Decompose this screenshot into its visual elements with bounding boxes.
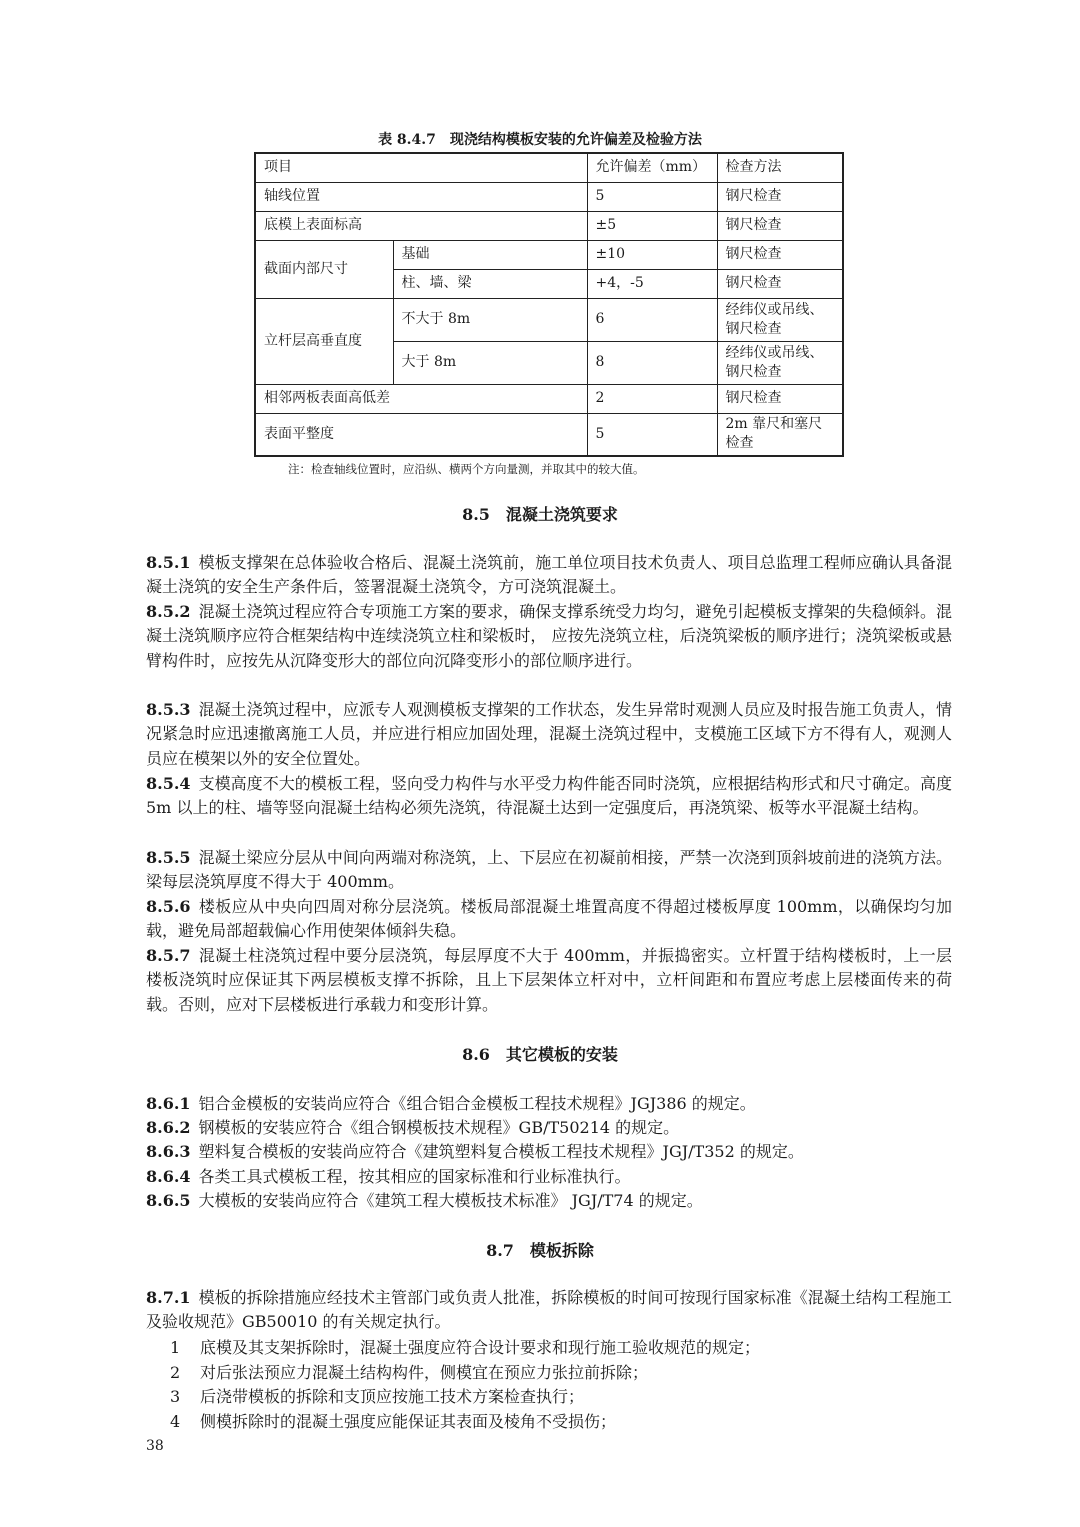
clause-number: 8.5.4: [146, 774, 191, 793]
table-row: [255, 211, 843, 240]
clause-8-7-1: [146, 1286, 952, 1335]
row-subitem: 大于 8m: [393, 341, 587, 384]
table-row: [255, 298, 843, 341]
list-item-number: 4: [170, 1412, 181, 1431]
list-item-text: 对后张法预应力混凝土结构构件，侧模宜在预应力张拉前拆除；: [200, 1363, 649, 1382]
clause-8-5-3: [146, 698, 952, 771]
clause-text: 塑料复合模板的安装尚应符合《建筑塑料复合模板工程技术规程》JGJ/T352 的规定。: [198, 1142, 804, 1161]
table-note: 注：检查轴线位置时，应沿纵、横两个方向量测，并取其中的较大值。: [288, 462, 645, 476]
list-item: [170, 1385, 950, 1409]
clause-text: 模板的拆除措施应经技术主管部门或负责人批准，拆除模板的时间可按现行国家标准《混凝土结构工程施工及验收规范》GB50010 的有关规定执行。: [146, 1288, 952, 1332]
list-item: [170, 1336, 950, 1360]
row-tolerance: 5: [587, 182, 717, 211]
clause-8-6-4: [146, 1165, 952, 1189]
table-row: [255, 240, 843, 269]
clause-number: 8.5.2: [146, 602, 191, 621]
tolerance-table: [254, 152, 844, 457]
clause-text: 混凝土浇筑过程中，应派专人观测模板支撑架的工作状态，发生异常时观测人员应及时报告施工负责人，情况紧急时应迅速撤离施工人员，并应进行相应加固处理，混凝土浇筑过程中，支模施工区域下方不得有人，观测人员应在模架以外的安全位置处。: [146, 700, 952, 768]
row-method: 钢尺检查: [717, 240, 843, 269]
page-number: 38: [146, 1438, 164, 1454]
clause-8-6-1: [146, 1092, 952, 1116]
list-item-text: 底模及其支架拆除时，混凝土强度应符合设计要求和现行施工验收规范的规定；: [200, 1338, 761, 1357]
clause-8-5-7: [146, 944, 952, 1017]
row-method: 经纬仪或吊线、钢尺检查: [717, 298, 843, 341]
row-subitem: 基础: [393, 240, 587, 269]
clause-text: 各类工具式模板工程，按其相应的国家标准和行业标准执行。: [198, 1167, 631, 1186]
clause-8-5-4: [146, 772, 952, 821]
clause-8-5-6: [146, 895, 952, 944]
row-item: 表面平整度: [255, 413, 587, 456]
clause-number: 8.6.1: [146, 1094, 191, 1113]
clause-number: 8.6.5: [146, 1191, 191, 1210]
clause-number: 8.6.4: [146, 1167, 191, 1186]
row-tolerance: ±5: [587, 211, 717, 240]
clause-text: 楼板应从中央向四周对称分层浇筑。楼板局部混凝土堆置高度不得超过楼板厚度 100mm，以确保均匀加载，避免局部超载偏心作用使架体倾斜失稳。: [146, 897, 952, 941]
row-subitem: 不大于 8m: [393, 298, 587, 341]
row-tolerance: ±10: [587, 240, 717, 269]
list-item: [170, 1410, 950, 1434]
row-tolerance: 5: [587, 413, 717, 456]
clause-text: 混凝土柱浇筑过程中要分层浇筑，每层厚度不大于 400mm，并振捣密实。立杆置于结构楼板时，上一层楼板浇筑时应保证其下两层模板支撑不拆除，且上下层架体立杆对中，立杆间距和布置应考虑上层楼面传来的荷载。否则，应对下层楼板进行承载力和变形计算。: [146, 946, 952, 1014]
row-method: 2m 靠尺和塞尺检查: [717, 413, 843, 456]
clause-number: 8.6.3: [146, 1142, 191, 1161]
clause-text: 模板支撑架在总体验收合格后、混凝土浇筑前，施工单位项目技术负责人、项目总监理工程师应确认具备混凝土浇筑的安全生产条件后，签署混凝土浇筑令，方可浇筑混凝土。: [146, 553, 952, 597]
clause-number: 8.5.6: [146, 897, 191, 916]
header-tolerance: 允许偏差（mm）: [587, 153, 717, 182]
table-row: [255, 182, 843, 211]
section-title-8-7: 8.7 模板拆除: [486, 1241, 594, 1260]
row-item: 轴线位置: [255, 182, 587, 211]
list-item-text: 侧模拆除时的混凝土强度应能保证其表面及棱角不受损伤；: [200, 1412, 617, 1431]
row-method: 经纬仪或吊线、钢尺检查: [717, 341, 843, 384]
list-item-number: 2: [170, 1363, 181, 1382]
table-row: [255, 413, 843, 456]
row-tolerance: +4，-5: [587, 269, 717, 298]
row-tolerance: 6: [587, 298, 717, 341]
clause-number: 8.5.3: [146, 700, 191, 719]
list-item-number: 3: [170, 1387, 181, 1406]
row-tolerance: 2: [587, 384, 717, 413]
clause-text: 钢模板的安装应符合《组合钢模板技术规程》GB/T50214 的规定。: [198, 1118, 680, 1137]
row-method: 钢尺检查: [717, 269, 843, 298]
clause-8-6-2: [146, 1116, 952, 1140]
section-title-8-5: 8.5 混凝土浇筑要求: [462, 505, 618, 524]
header-method: 检查方法: [717, 153, 843, 182]
table-header-row: [255, 153, 843, 182]
clause-8-5-2: [146, 600, 952, 673]
row-subitem: 柱、墙、梁: [393, 269, 587, 298]
clause-8-6-5: [146, 1189, 952, 1213]
table-caption: 表 8.4.7 现浇结构模板安装的允许偏差及检验方法: [378, 132, 702, 148]
clause-number: 8.5.5: [146, 848, 191, 867]
section-title-8-6: 8.6 其它模板的安装: [462, 1045, 618, 1064]
clause-8-5-1: [146, 551, 952, 600]
list-item-text: 后浇带模板的拆除和支顶应按施工技术方案检查执行；: [200, 1387, 585, 1406]
clause-text: 混凝土梁应分层从中间向两端对称浇筑，上、下层应在初凝前相接，严禁一次浇到顶斜坡前进的浇筑方法。梁每层浇筑厚度不得大于 400mm。: [146, 848, 952, 892]
clause-number: 8.6.2: [146, 1118, 191, 1137]
row-item: 截面内部尺寸: [255, 240, 393, 298]
row-method: 钢尺检查: [717, 182, 843, 211]
clause-text: 混凝土浇筑过程应符合专项施工方案的要求，确保支撑系统受力均匀，避免引起模板支撑架的失稳倾斜。混凝土浇筑顺序应符合框架结构中连续浇筑立柱和梁板时， 应按先浇筑立柱，后浇筑梁板的顺序进行；浇筑梁板或悬臂构件时，应按先从沉降变形大的部位向沉降变形小的部位顺序进行。: [146, 602, 952, 670]
list-item: [170, 1361, 950, 1385]
clause-number: 8.7.1: [146, 1288, 191, 1307]
row-item: 立杆层高垂直度: [255, 298, 393, 384]
clause-8-5-5: [146, 846, 952, 895]
clause-number: 8.5.1: [146, 553, 191, 572]
clause-text: 支模高度不大的模板工程，竖向受力构件与水平受力构件能否同时浇筑，应根据结构形式和尺寸确定。高度 5m 以上的柱、墙等竖向混凝土结构必须先浇筑，待混凝土达到一定强度后，再浇筑梁、板等水平混凝土结构。: [146, 774, 952, 818]
clause-number: 8.5.7: [146, 946, 191, 965]
header-item: 项目: [255, 153, 587, 182]
row-method: 钢尺检查: [717, 211, 843, 240]
clause-8-6-3: [146, 1140, 952, 1164]
row-method: 钢尺检查: [717, 384, 843, 413]
row-tolerance: 8: [587, 341, 717, 384]
table-row: [255, 384, 843, 413]
clause-text: 大模板的安装尚应符合《建筑工程大模板技术标准》 JGJ/T74 的规定。: [198, 1191, 703, 1210]
row-item: 底模上表面标高: [255, 211, 587, 240]
list-item-number: 1: [170, 1338, 181, 1357]
row-item: 相邻两板表面高低差: [255, 384, 587, 413]
clause-text: 铝合金模板的安装尚应符合《组合铝合金模板工程技术规程》JGJ386 的规定。: [198, 1094, 756, 1113]
